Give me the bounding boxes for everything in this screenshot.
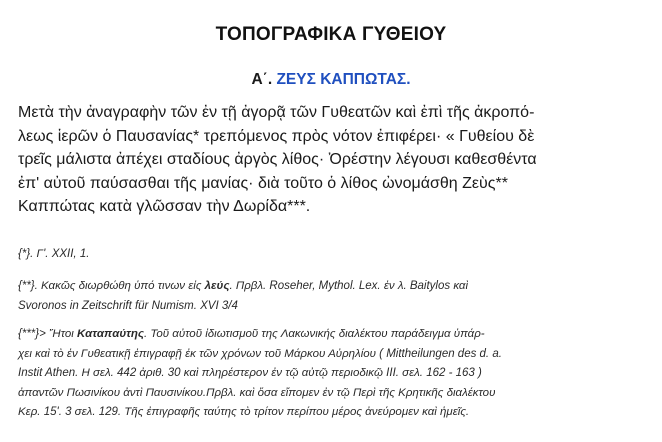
footnote-2-line-1 (18, 277, 648, 297)
footnote-1 (18, 245, 648, 265)
main-text-line: λεως ἱερῶν ὁ Παυσανίας* τρεπόμενος πρὸς νότον ἐπιφέρει· « Γυθείου δὲ (18, 127, 535, 145)
footnote-3-text-start: {***}> Ἤτοι (18, 328, 77, 340)
footnote-1-text: {*}. Γ'. XXII, 1. (18, 248, 90, 260)
footnote-2-text-end: . Πρβλ. Roseher, Mythol. Lex. ἐν λ. Baitylos καὶ (229, 280, 469, 292)
footnote-3-text-end: . Τοῦ αὐτοῦ ἰδιωτισμοῦ της Λακωνικής διαλέκτου παράδειγμα ὑπάρ- (144, 328, 485, 340)
footnote-2-text-start: {**}. Κακῶς διωρθώθη ὑπό τινων εἰς (18, 280, 205, 292)
footnote-3-line-5: Κερ. 15'. 3 σελ. 129. Τῆς ἐπιγραφῆς ταύτης τὸ τρίτον περίπου μέρος ἀνεύρομεν καὶ ἡμεῖς. (18, 406, 470, 418)
section-title: ΖΕΥΣ ΚΑΠΠΩΤΑΣ. (276, 71, 411, 88)
main-text-line: Καππώτας κατὰ γλῶσσαν τὴν Δωρίδα***. (18, 198, 311, 215)
section-heading (0, 71, 662, 89)
footnote-2 (18, 277, 648, 316)
document-title: ΤΟΠΟΓΡΑΦΙΚΑ ΓΥΘΕΙΟΥ (215, 24, 447, 45)
main-text-line: τρεῖς μάλιστα ἀπέχει σταδίους ἀργὸς λίθος· Ὀρέστην λέγουσι καθεσθέντα (18, 151, 537, 168)
footnote-2-bold-term: λεύς (204, 280, 230, 292)
footnote-3 (18, 325, 648, 423)
main-paragraph (18, 101, 648, 219)
footnote-3-line-1 (18, 325, 648, 345)
footnote-2-line-2: Svoronos in Zeitschrift für Numism. XVI 3/4 (18, 299, 238, 312)
main-text-line: ἐπ' αὐτοῦ παύσασθαι τῆς μανίας· διὰ τοῦτο ὁ λίθος ὠνομάσθη Ζεὺς** (18, 174, 508, 192)
footnote-3-line-4: ἀπαντῶν Πωσινίκου ἀντὶ Παυσινίκου.Πρβλ. καὶ ὅσα εἴπομεν ἐν τῷ Περὶ τῆς Κρητικῆς διαλέκτου (18, 386, 496, 399)
footnote-3-line-3: Instit Athen. Η σελ. 442 ἀριθ. 30 καὶ πληρέστερον ἐν τῷ αὐτῷ περιοδικῷ III. σελ. 162 - 163 ) (18, 367, 482, 379)
footnote-3-bold-term: Καταπαύτης (76, 328, 144, 340)
main-text-line: Μετὰ τὴν ἀναγραφὴν τῶν ἐν τῇ ἀγορᾷ τῶν Γυθεατῶν καὶ ἐπὶ τῆς ἀκροπό- (18, 104, 535, 121)
section-number: Α΄. (251, 71, 273, 88)
footnote-3-line-2: χει καὶ τὸ ἐν Γυθεατικῇ ἐπιγραφῇ ἐκ τῶν χρόνων τοῦ Μάρκου Αὐρηλίου ( Mittheilungen des d. a. (18, 347, 502, 360)
